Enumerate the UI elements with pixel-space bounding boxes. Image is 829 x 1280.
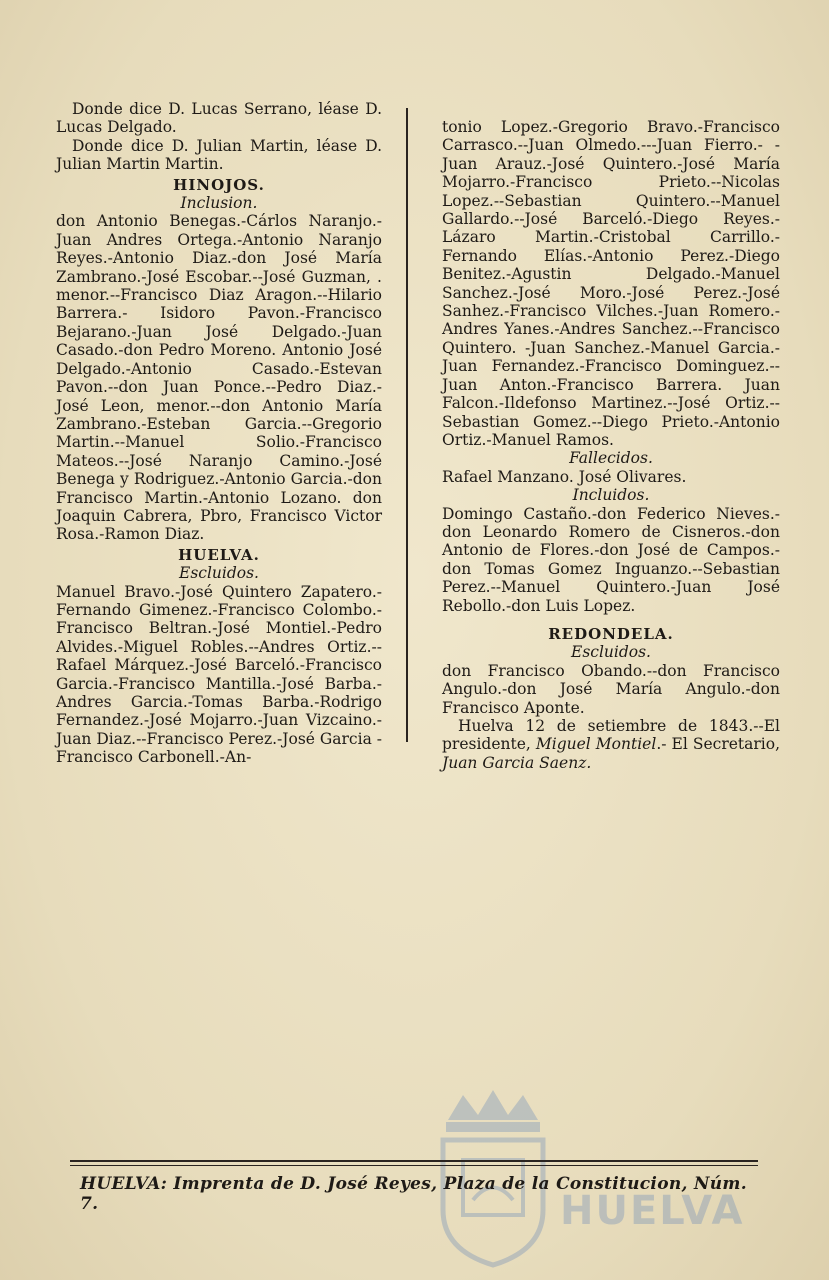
heading-redondela: REDONDELA. (548, 624, 674, 643)
president-name: Miguel Montiel (535, 735, 657, 754)
correction-lucas-serrano: Donde dice D. Lucas Serrano, léase D. Lucas Delgado. (56, 100, 382, 137)
subheading-escluidos-huelva: Escluidos. (179, 564, 259, 583)
redondela-escluidos-list: don Francisco Obando.--don Francisco Angulo.-don José María Angulo.-don Francisco Aponte. (442, 661, 780, 717)
fallecidos-list: Rafael Manzano. José Olivares. (442, 467, 687, 486)
footer-rule-thin (70, 1165, 758, 1166)
closing-signature-block (442, 717, 780, 772)
secretary-label: .- El Secretario, (656, 735, 780, 754)
huelva-escluidos-list: Manuel Bravo.-José Quintero Zapatero.-Fernando Gimenez.-Francisco Colombo.-Francisco Beltran.-José Montiel.-Pedro Alvides.-Miguel Robles.--Andres Ortiz.--Rafael Márquez.-José Barceló.-Francisco Garcia.-Francisco Mantilla.-José Barba.-Andres Garcia.-Tomas Barba.-Rodrigo Fernandez.-José Mojarro.-Juan Vizcaino.-Juan Diaz.--Francisco Perez.-José Garcia -Francisco Carbonell.-An- (56, 582, 382, 767)
closing-date-text: Huelva 12 de setiembre de 1843.--El presidente, (442, 717, 780, 754)
correction-julian-martin: Donde dice D. Julian Martin, léase D. Julian Martin Martin. (56, 136, 382, 174)
heading-huelva: HUELVA. (178, 545, 260, 564)
subheading-incluidos: Incluidos. (572, 486, 650, 505)
subheading-escluidos-redondela: Escluidos. (571, 643, 651, 662)
incluidos-list: Domingo Castaño.-don Federico Nieves.-don Leonardo Romero de Cisneros.-don Antonio de Flores.-don José de Campos.-don Tomas Gomez Inguanzo.--Sebastian Perez.--Manuel Quintero.-Juan José Rebollo.-don Luis Lopez. (442, 504, 780, 615)
heading-hinojos: HINOJOS. (173, 175, 265, 194)
right-column (442, 118, 780, 772)
printer-imprint: HUELVA: Imprenta de D. José Reyes, Plaza de la Constitucion, Núm. 7. (80, 1174, 747, 1214)
subheading-fallecidos: Fallecidos. (569, 449, 653, 468)
left-column (56, 100, 382, 767)
subheading-inclusion: Inclusion. (180, 194, 258, 213)
footer-rule-thick (70, 1160, 758, 1162)
watermark-text: HUELVA (560, 1188, 745, 1234)
secretary-name: Juan Garcia Saenz. (442, 753, 592, 772)
column-divider (406, 108, 408, 742)
hinojos-name-list: don Antonio Benegas.-Cárlos Naranjo.-Juan Andres Ortega.-Antonio Naranjo Reyes.-Antonio Diaz.-don José María Zambrano.-José Escobar.--José Guzman, . menor.--Francisco Diaz Aragon.--Hilario Barrera.- Isidoro Pavon.-Francisco Bejarano.-Juan José Delgado.-Juan Casado.-don Pedro Moreno. Antonio José Delgado.-Antonio Casado.-Estevan Pavon.--don Juan Ponce.--Pedro Diaz.-José Leon, menor.--don Antonio María Zambrano.-Esteban Garcia.--Gregorio Martin.--Manuel Solio.-Francisco Mateos.--José Naranjo Camino.-José Benega y Rodriguez.-Antonio Garcia.-don Francisco Martin.-Antonio Lozano. don Joaquin Cabrera, Pbro, Francisco Victor Rosa.-Ramon Diaz. (56, 212, 382, 544)
huelva-escluidos-list-continued: tonio Lopez.-Gregorio Bravo.-Francisco Carrasco.--Juan Olmedo.---Juan Fierro.- -Juan Arauz.-José Quintero.-José María Mojarro.-Francisco Prieto.--Nicolas Lopez.--Sebastian Quintero.--Manuel Gallardo.--José Barceló.-Diego Reyes.-Lázaro Martin.-Cristobal Carrillo.-Fernando Elías.-Antonio Perez.-Diego Benitez.-Agustin Delgado.-Manuel Sanchez.-José Moro.-José Perez.-José Sanhez.-Francisco Vilches.-Juan Romero.-Andres Yanes.-Andres Sanchez.--Francisco Quintero. -Juan Sanchez.-Manuel Garcia.-Juan Fernandez.-Francisco Dominguez.--Juan Anton.-Francisco Barrera. Juan Falcon.-Ildefonso Martinez.--José Ortiz.--Sebastian Gomez.--Diego Prieto.-Antonio Ortiz.-Manuel Ramos. (442, 118, 780, 449)
